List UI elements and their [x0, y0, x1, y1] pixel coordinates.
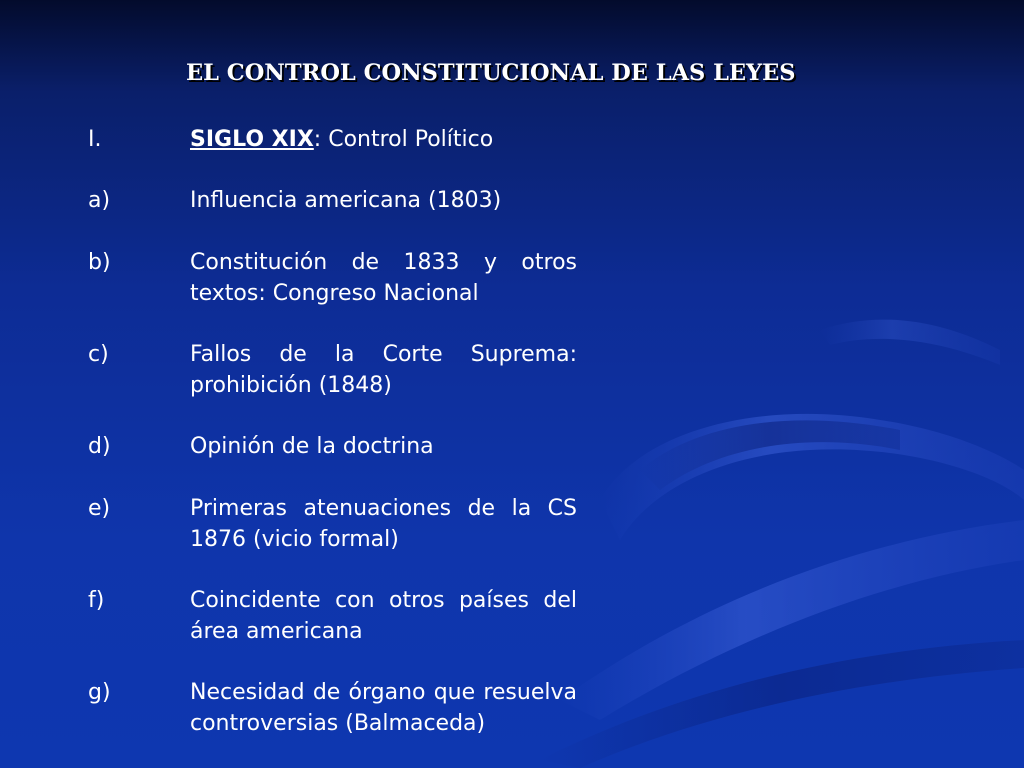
list-item-marker: g) — [88, 680, 111, 705]
list-item-text: Opinión de la doctrina — [190, 434, 434, 459]
slide-title: EL CONTROL CONSTITUCIONAL DE LAS LEYES — [186, 60, 796, 86]
list-item-text: Influencia americana (1803) — [190, 188, 502, 213]
section-heading-text — [190, 124, 493, 155]
section-separator: : — [313, 127, 322, 152]
list-item-text: Fallos de la Corte Suprema: prohibición (1848) — [190, 342, 577, 398]
list-item-marker: d) — [88, 434, 111, 459]
list-item-marker: c) — [88, 342, 109, 367]
section-marker: I. — [88, 127, 102, 152]
list-item-marker: a) — [88, 188, 111, 213]
section-emphasis: SIGLO XIX — [190, 127, 314, 152]
section-rest: Control Político — [321, 127, 494, 152]
list-item-text: Primeras atenuaciones de la CS 1876 (vicio formal) — [190, 496, 577, 552]
list-item-text: Necesidad de órgano que resuelva controversias (Balmaceda) — [190, 680, 577, 736]
list-item-marker: f) — [88, 588, 105, 613]
list-item-marker: e) — [88, 496, 111, 521]
list-item-text: Constitución de 1833 y otros textos: Congreso Nacional — [190, 250, 577, 306]
list-item-text: Coincidente con otros países del área americana — [190, 588, 577, 644]
list-item-marker: b) — [88, 250, 111, 275]
